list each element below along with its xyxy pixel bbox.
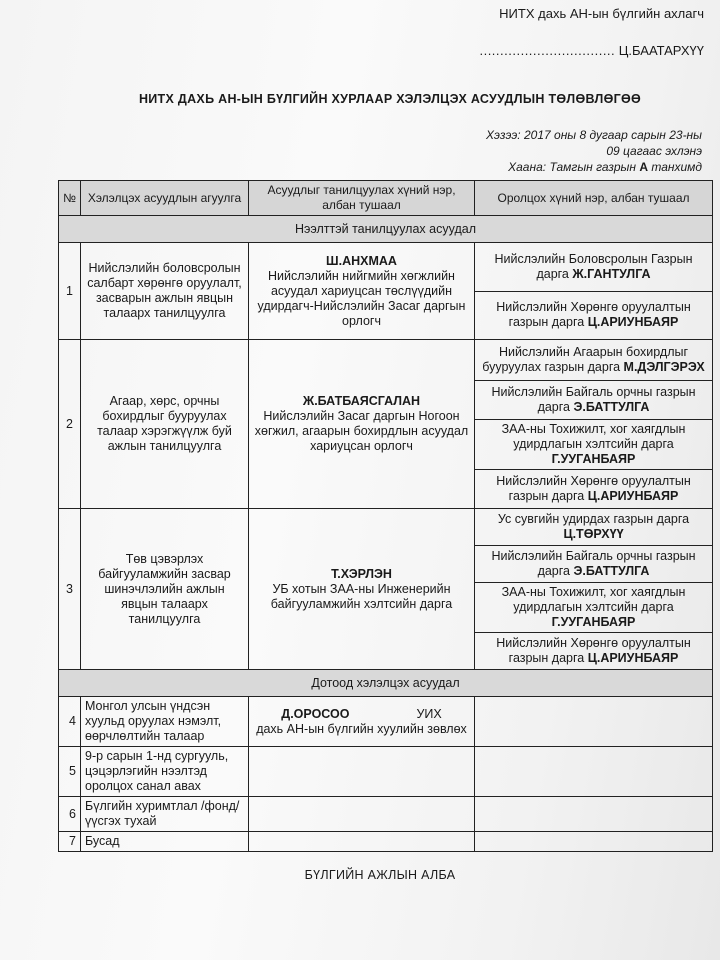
participant-name: Ц.АРИУНБАЯР bbox=[587, 315, 679, 330]
participant-cell bbox=[475, 291, 713, 340]
row-number: 4 bbox=[59, 697, 81, 747]
participant-cell bbox=[475, 420, 713, 470]
presenter-title: Нийслэлийн Засаг даргын Ногоон хөгжил, агаарын бохирдлын асуудал хариуцсан орлогч bbox=[254, 409, 469, 453]
participant-cell bbox=[475, 546, 713, 583]
row-number: 3 bbox=[59, 509, 81, 670]
participant-name: Ц.АРИУНБАЯР bbox=[587, 651, 679, 665]
row-topic: Монгол улсын үндсэн хуульд оруулах нэмэлт, өөрчлөлтийн талаар bbox=[81, 697, 249, 747]
row-number: 1 bbox=[59, 243, 81, 340]
meeting-info bbox=[486, 127, 702, 175]
footer-office: БҮЛГИЙН АЖЛЫН АЛБА bbox=[304, 868, 456, 882]
meeting-time: 09 цагаас эхлэнэ bbox=[606, 144, 702, 158]
participant-name: М.ДЭЛГЭРЭХ bbox=[623, 360, 705, 374]
when-value: 2017 оны 8 дугаар сарын 23-ны bbox=[523, 128, 702, 142]
table-row bbox=[59, 340, 713, 381]
agenda-table bbox=[58, 180, 713, 852]
participant-cell bbox=[475, 340, 713, 381]
row-topic: Бусад bbox=[81, 832, 249, 852]
participant-cell bbox=[475, 381, 713, 420]
room-suffix: танхимд bbox=[651, 160, 702, 174]
participant-title: Нийслэлийн Хөрөнгө оруулалтын газрын дарга bbox=[496, 474, 691, 503]
header-no: № bbox=[59, 181, 81, 216]
section-row-internal bbox=[59, 670, 713, 697]
row-topic: Агаар, хөрс, орчны бохирдлыг бууруулах талаар хэрэгжүүлж буй ажлын танилцуулга bbox=[81, 340, 249, 509]
meeting-place bbox=[486, 159, 702, 175]
participant-name: Э.БАТТУЛГА bbox=[573, 564, 650, 578]
participant-title: Нийслэлийн Байгаль орчны газрын дарга bbox=[491, 549, 696, 578]
participant-name: Э.БАТТУЛГА bbox=[573, 400, 650, 414]
row-presenter bbox=[249, 340, 475, 509]
presenter-title: УБ хотын ЗАА-ны Инженерийн байгууламжийн хэлтсийн дарга bbox=[270, 581, 453, 611]
participant-cell bbox=[475, 583, 713, 633]
participant-name: Ц.ТӨРХҮҮ bbox=[563, 527, 624, 541]
presenter-title: Нийслэлийн нийгмийн хөгжлийн асуудал хариуцсан төслүүдийн удирдагч-Нийслэлийн Засаг даргын орлогч bbox=[257, 268, 466, 328]
approver-position: НИТХ дахь АН-ын бүлгийн ахлагч bbox=[499, 6, 704, 21]
participant-cell bbox=[475, 832, 713, 852]
participant-title: Нийслэлийн Агаарын бохирдлыг бууруулах газрын дарга bbox=[482, 345, 689, 374]
row-presenter bbox=[249, 509, 475, 670]
document-title: НИТХ ДАХЬ АН-ЫН БҮЛГИЙН ХУРЛААР ХЭЛЭЛЦЭХ АСУУДЛЫН ТӨЛӨВЛӨГӨӨ bbox=[138, 92, 642, 106]
section-title: Дотоод хэлэлцэх асуудал bbox=[59, 670, 713, 697]
participant-title: ЗАА-ны Тохижилт, хог хаягдлын удирдлагын хэлтсийн дарга bbox=[501, 585, 686, 614]
participant-title: Нийслэлийн Боловсролын Газрын дарга bbox=[494, 251, 693, 281]
when-label: Хэзээ: bbox=[486, 128, 521, 142]
table-row bbox=[59, 243, 713, 292]
row-presenter bbox=[249, 832, 475, 852]
signature-dots: ................................. bbox=[479, 43, 616, 58]
presenter-name: Т.ХЭРЛЭН bbox=[331, 566, 392, 581]
participant-cell bbox=[475, 797, 713, 832]
row-topic: Төв цэвэрлэх байгууламжийн засвар шинэчлэлийн ажлын явцын талаарх танилцуулга bbox=[81, 509, 249, 670]
participant-name: Ц.АРИУНБАЯР bbox=[587, 489, 679, 503]
approval-block bbox=[479, 6, 704, 58]
participant-cell bbox=[475, 243, 713, 292]
participant-name: Г.УУГАНБАЯР bbox=[551, 452, 636, 466]
participant-cell bbox=[475, 633, 713, 670]
approver-signature-line bbox=[479, 43, 704, 58]
header-topic: Хэлэлцэх асуудлын агуулга bbox=[81, 181, 249, 216]
participant-title: Нийслэлийн Хөрөнгө оруулалтын газрын дарга bbox=[496, 300, 691, 330]
row-presenter bbox=[249, 243, 475, 340]
participant-cell bbox=[475, 747, 713, 797]
meeting-date bbox=[486, 127, 702, 143]
participant-name: Ж.ГАНТУЛГА bbox=[572, 266, 651, 281]
section-row-open bbox=[59, 216, 713, 243]
approver-name: Ц.БААТАРХҮҮ bbox=[618, 43, 704, 58]
table-header-row bbox=[59, 181, 713, 216]
participant-title: Нийслэлийн Байгаль орчны газрын дарга bbox=[491, 385, 696, 414]
presenter-name: Ж.БАТБАЯСГАЛАН bbox=[302, 394, 421, 408]
participant-name: Г.УУГАНБАЯР bbox=[551, 615, 636, 629]
row-number: 6 bbox=[59, 797, 81, 832]
row-number: 7 bbox=[59, 832, 81, 852]
row-topic: Бүлгийн хуримтлал /фонд/ үүсгэх тухай bbox=[81, 797, 249, 832]
header-presenter: Асуудлыг танилцуулах хүний нэр, албан тушаал bbox=[249, 181, 475, 216]
room-letter: А bbox=[639, 160, 648, 174]
row-number: 2 bbox=[59, 340, 81, 509]
table-row bbox=[59, 509, 713, 546]
row-topic: Нийслэлийн боловсролын салбарт хөрөнгө оруулалт, засварын ажлын явцын талаарх танилцуулга bbox=[81, 243, 249, 340]
section-title: Нээлттэй танилцуулах асуудал bbox=[59, 216, 713, 243]
header-participants: Оролцох хүний нэр, албан тушаал bbox=[475, 181, 713, 216]
table-row bbox=[59, 747, 713, 797]
row-topic: 9-р сарын 1-нд сургууль, цэцэрлэгийн нээлтэд оролцох санал авах bbox=[81, 747, 249, 797]
where-label: Хаана: bbox=[508, 160, 547, 174]
participant-title: Нийслэлийн Хөрөнгө оруулалтын газрын дарга bbox=[496, 636, 691, 665]
row-presenter bbox=[249, 797, 475, 832]
row-number: 5 bbox=[59, 747, 81, 797]
presenter-org: УИХ bbox=[416, 706, 442, 721]
presenter-name: Ш.АНХМАА bbox=[326, 253, 397, 268]
table-row bbox=[59, 797, 713, 832]
participant-cell bbox=[475, 697, 713, 747]
table-row bbox=[59, 832, 713, 852]
row-presenter bbox=[249, 747, 475, 797]
participant-title: ЗАА-ны Тохижилт, хог хаягдлын удирдлагын хэлтсийн дарга bbox=[501, 422, 686, 451]
participant-cell bbox=[475, 470, 713, 509]
presenter-name: Д.ОРОСОО bbox=[281, 706, 350, 721]
table-row bbox=[59, 697, 713, 747]
presenter-line bbox=[253, 707, 470, 722]
participant-title: Ус сувгийн удирдах газрын дарга bbox=[497, 512, 690, 526]
where-value: Тамгын газрын bbox=[549, 160, 636, 174]
row-presenter bbox=[249, 697, 475, 747]
participant-cell bbox=[475, 509, 713, 546]
presenter-title: дахь АН-ын бүлгийн хуулийн зөвлөх bbox=[256, 721, 467, 736]
